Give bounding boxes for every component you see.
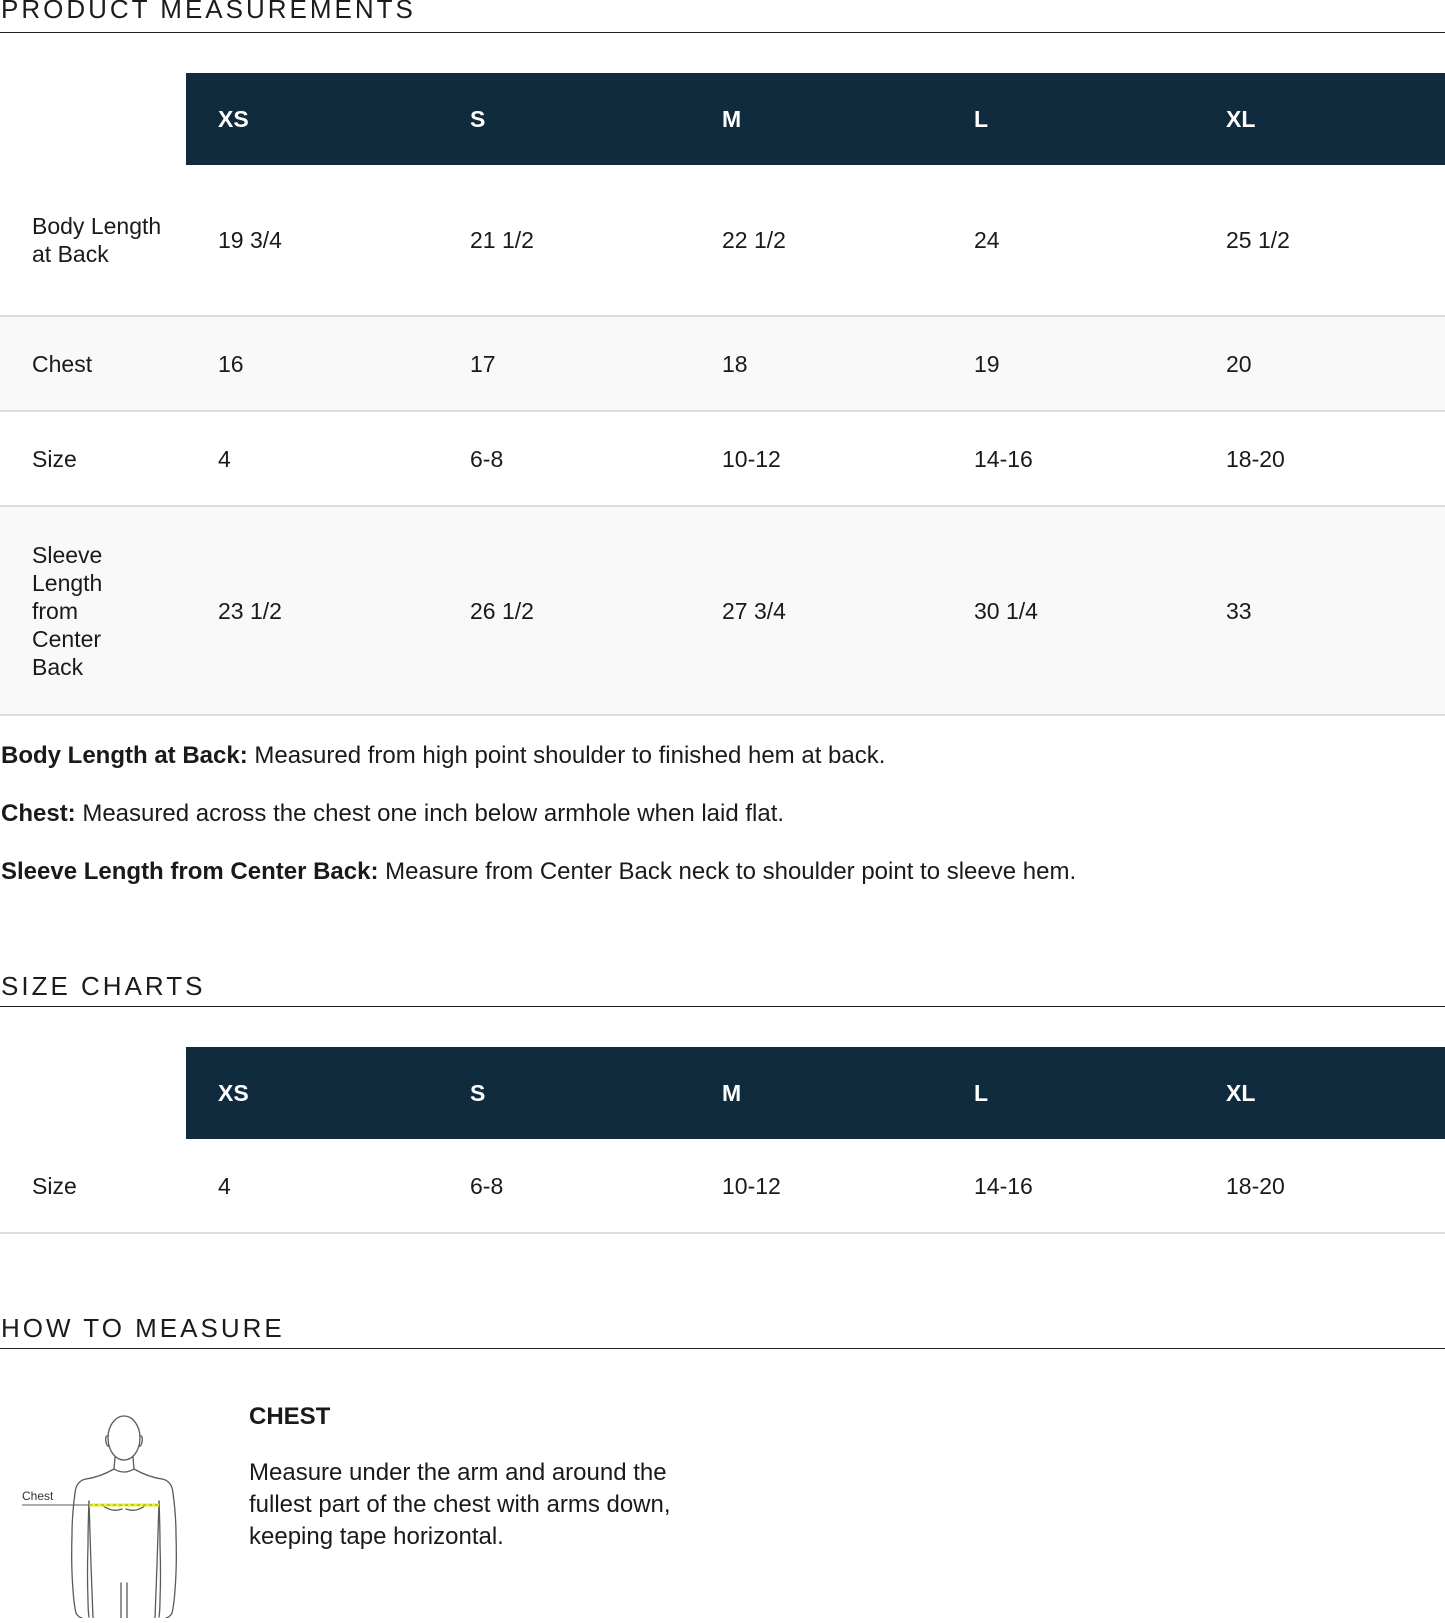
- product-measurements-title: PRODUCT MEASUREMENTS: [0, 0, 1445, 33]
- header-size-l: L: [942, 1047, 1194, 1139]
- note-body-length: [0, 741, 1445, 771]
- table-cell: 33: [1194, 506, 1445, 715]
- table-cell: 30 1/4: [942, 506, 1194, 715]
- table-cell: 16: [186, 316, 438, 411]
- note-chest: [0, 799, 1445, 829]
- chest-measure-instructions: [249, 1403, 749, 1553]
- person-outline-icon: [20, 1405, 200, 1618]
- row-label: Sleeve Length from Center Back: [0, 506, 186, 715]
- table-cell: 6-8: [438, 1139, 690, 1233]
- table-row: [0, 1139, 1445, 1233]
- table-row: [0, 316, 1445, 411]
- table-cell: 10-12: [690, 1139, 942, 1233]
- table-header-row: [0, 73, 1445, 165]
- note-text: Measured from high point shoulder to finished hem at back.: [247, 742, 886, 769]
- size-charts-title: SIZE CHARTS: [0, 969, 1445, 1007]
- table-cell: 14-16: [942, 1139, 1194, 1233]
- table-cell: 20: [1194, 316, 1445, 411]
- table-cell: 4: [186, 1139, 438, 1233]
- header-size-l: L: [942, 73, 1194, 165]
- header-size-xl: XL: [1194, 73, 1445, 165]
- chest-figure-label: Chest: [22, 1489, 54, 1503]
- row-label: Body Length at Back: [0, 165, 186, 316]
- row-label: Size: [0, 1139, 186, 1233]
- table-cell: 10-12: [690, 411, 942, 506]
- table-row: [0, 411, 1445, 506]
- table-cell: 23 1/2: [186, 506, 438, 715]
- table-cell: 18: [690, 316, 942, 411]
- table-cell: 17: [438, 316, 690, 411]
- table-row: [0, 165, 1445, 316]
- table-cell: 6-8: [438, 411, 690, 506]
- row-label: Chest: [0, 316, 186, 411]
- table-cell: 27 3/4: [690, 506, 942, 715]
- table-cell: 18-20: [1194, 411, 1445, 506]
- header-size-xl: XL: [1194, 1047, 1445, 1139]
- header-blank-cell: [0, 73, 186, 165]
- table-cell: 19 3/4: [186, 165, 438, 316]
- header-size-s: S: [438, 73, 690, 165]
- row-label: Size: [0, 411, 186, 506]
- header-size-m: M: [690, 1047, 942, 1139]
- table-cell: 18-20: [1194, 1139, 1445, 1233]
- chest-heading: CHEST: [249, 1403, 331, 1430]
- header-size-xs: XS: [186, 73, 438, 165]
- table-cell: 19: [942, 316, 1194, 411]
- note-term: Body Length at Back:: [1, 742, 248, 769]
- header-size-xs: XS: [186, 1047, 438, 1139]
- table-row: [0, 506, 1445, 715]
- table-header-row: [0, 1047, 1445, 1139]
- header-size-m: M: [690, 73, 942, 165]
- table-cell: 26 1/2: [438, 506, 690, 715]
- chest-instruction-text: Measure under the arm and around the fullest part of the chest with arms down, keeping tape horizontal.: [249, 1459, 671, 1550]
- note-text: Measured across the chest one inch below armhole when laid flat.: [75, 800, 785, 827]
- measurement-notes: [0, 741, 1445, 915]
- header-blank-cell: [0, 1047, 186, 1139]
- table-cell: 25 1/2: [1194, 165, 1445, 316]
- product-measurements-table: [0, 73, 1445, 716]
- note-term: Chest:: [1, 800, 76, 827]
- note-sleeve-length: [0, 857, 1445, 887]
- table-cell: 4: [186, 411, 438, 506]
- note-text: Measure from Center Back neck to shoulder point to sleeve hem.: [378, 858, 1077, 885]
- table-cell: 24: [942, 165, 1194, 316]
- body-figure-illustration: [20, 1405, 200, 1618]
- how-to-measure-title: HOW TO MEASURE: [0, 1311, 1445, 1349]
- size-chart-table: [0, 1047, 1445, 1234]
- header-size-s: S: [438, 1047, 690, 1139]
- table-cell: 14-16: [942, 411, 1194, 506]
- table-cell: 21 1/2: [438, 165, 690, 316]
- table-cell: 22 1/2: [690, 165, 942, 316]
- note-term: Sleeve Length from Center Back:: [1, 858, 379, 885]
